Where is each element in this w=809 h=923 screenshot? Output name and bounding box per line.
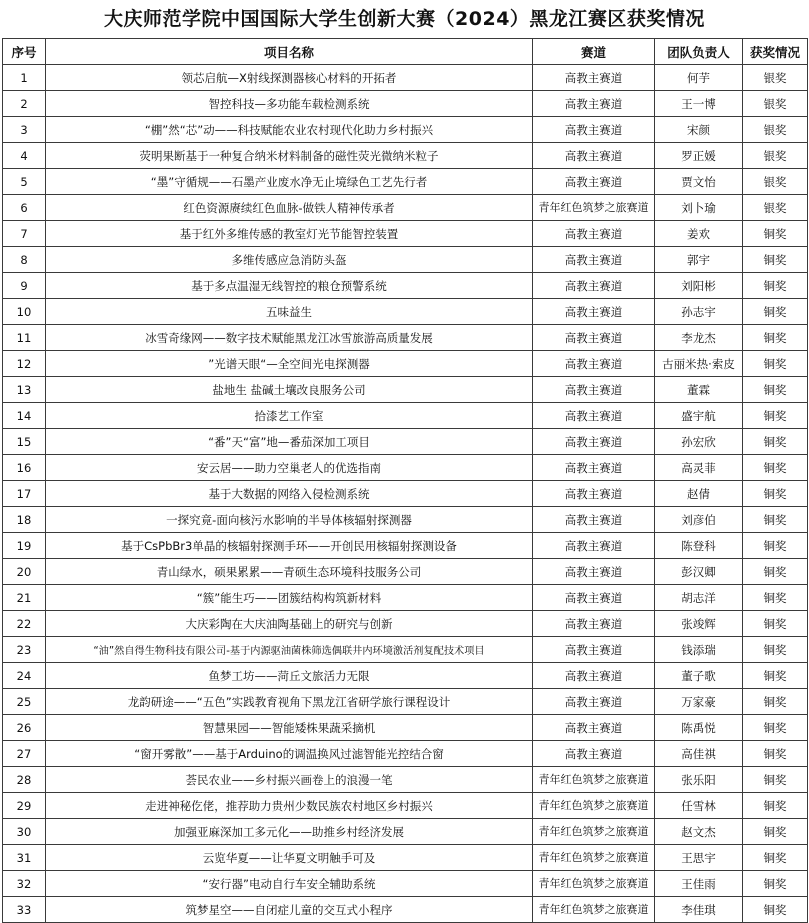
team-leader: 张乐阳 <box>655 767 743 793</box>
team-leader: 王佳雨 <box>655 871 743 897</box>
header-project-name: 项目名称 <box>46 39 533 65</box>
project-name: 基于红外多维传感的教室灯光节能智控装置 <box>46 221 533 247</box>
row-index: 24 <box>3 663 46 689</box>
award: 铜奖 <box>743 611 808 637</box>
row-index: 5 <box>3 169 46 195</box>
table-row <box>3 663 808 689</box>
track: 高教主赛道 <box>533 247 655 273</box>
row-index: 28 <box>3 767 46 793</box>
track: 青年红色筑梦之旅赛道 <box>533 845 655 871</box>
row-index: 19 <box>3 533 46 559</box>
row-index: 2 <box>3 91 46 117</box>
row-index: 30 <box>3 819 46 845</box>
track: 高教主赛道 <box>533 91 655 117</box>
team-leader: 孙志宇 <box>655 299 743 325</box>
header-index: 序号 <box>3 39 46 65</box>
project-name: 青山绿水，硕果累累——青硕生态环境科技服务公司 <box>46 559 533 585</box>
project-name: 荟民农业——乡村振兴画卷上的浪漫一笔 <box>46 767 533 793</box>
team-leader: 罗正媛 <box>655 143 743 169</box>
team-leader: 胡志洋 <box>655 585 743 611</box>
track: 高教主赛道 <box>533 403 655 429</box>
project-name: “油”然自得生物科技有限公司-基于内源驱油菌株筛选偶联井内环境激活剂复配技术项目 <box>46 637 533 663</box>
team-leader: 任雪林 <box>655 793 743 819</box>
row-index: 13 <box>3 377 46 403</box>
table-row <box>3 377 808 403</box>
team-leader: 李龙杰 <box>655 325 743 351</box>
team-leader: 高灵菲 <box>655 455 743 481</box>
table-row <box>3 819 808 845</box>
table-row <box>3 455 808 481</box>
table-row <box>3 637 808 663</box>
team-leader: 刘彦伯 <box>655 507 743 533</box>
team-leader: 彭汉卿 <box>655 559 743 585</box>
track: 高教主赛道 <box>533 611 655 637</box>
row-index: 22 <box>3 611 46 637</box>
award: 铜奖 <box>743 455 808 481</box>
award: 铜奖 <box>743 741 808 767</box>
project-name: 红色资源赓续红色血脉-做铁人精神传承者 <box>46 195 533 221</box>
row-index: 31 <box>3 845 46 871</box>
track: 高教主赛道 <box>533 507 655 533</box>
team-leader: 万家豪 <box>655 689 743 715</box>
team-leader: 王思宇 <box>655 845 743 871</box>
project-name: 鱼梦工坊——菏丘文旅活力无限 <box>46 663 533 689</box>
award: 银奖 <box>743 91 808 117</box>
table-header-row <box>3 39 808 65</box>
award: 铜奖 <box>743 715 808 741</box>
project-name: “窗开雾散”——基于Arduino的调温换风过滤智能光控结合窗 <box>46 741 533 767</box>
award: 银奖 <box>743 143 808 169</box>
track: 高教主赛道 <box>533 221 655 247</box>
track: 高教主赛道 <box>533 325 655 351</box>
team-leader: 贾文怡 <box>655 169 743 195</box>
project-name: 荧明果断基于一种复合纳米材料制备的磁性荧光微纳米粒子 <box>46 143 533 169</box>
row-index: 14 <box>3 403 46 429</box>
table-row <box>3 403 808 429</box>
project-name: “簇”能生巧——团簇结构构筑新材料 <box>46 585 533 611</box>
project-name: “墨”守循规——石墨产业废水净无止境绿色工艺先行者 <box>46 169 533 195</box>
row-index: 17 <box>3 481 46 507</box>
table-row <box>3 351 808 377</box>
track: 青年红色筑梦之旅赛道 <box>533 897 655 923</box>
project-name: ”光谱天眼“—全空间光电探测器 <box>46 351 533 377</box>
track: 高教主赛道 <box>533 169 655 195</box>
table-row <box>3 65 808 91</box>
project-name: 盐地生 盐碱土壤改良服务公司 <box>46 377 533 403</box>
team-leader: 王一博 <box>655 91 743 117</box>
table-row <box>3 273 808 299</box>
team-leader: 李佳琪 <box>655 897 743 923</box>
table-row <box>3 715 808 741</box>
project-name: “番”天“富”地—番茄深加工项目 <box>46 429 533 455</box>
track: 青年红色筑梦之旅赛道 <box>533 195 655 221</box>
award: 银奖 <box>743 65 808 91</box>
team-leader: 董霖 <box>655 377 743 403</box>
project-name: 基于多点温湿无线智控的粮仓预警系统 <box>46 273 533 299</box>
table-row <box>3 767 808 793</box>
row-index: 32 <box>3 871 46 897</box>
project-name: 智慧果园——智能矮株果蔬采摘机 <box>46 715 533 741</box>
table-body <box>3 65 808 923</box>
track: 高教主赛道 <box>533 533 655 559</box>
project-name: “棚”然“芯”动——科技赋能农业农村现代化助力乡村振兴 <box>46 117 533 143</box>
award: 铜奖 <box>743 247 808 273</box>
award: 铜奖 <box>743 299 808 325</box>
row-index: 10 <box>3 299 46 325</box>
award: 铜奖 <box>743 429 808 455</box>
team-leader: 宋颜 <box>655 117 743 143</box>
team-leader: 钱添瑞 <box>655 637 743 663</box>
team-leader: 陈登科 <box>655 533 743 559</box>
track: 高教主赛道 <box>533 299 655 325</box>
row-index: 15 <box>3 429 46 455</box>
project-name: 大庆彩陶在大庆油陶基础上的研究与创新 <box>46 611 533 637</box>
project-name: 安云居——助力空巢老人的优选指南 <box>46 455 533 481</box>
table-row <box>3 741 808 767</box>
track: 高教主赛道 <box>533 585 655 611</box>
table-row <box>3 871 808 897</box>
awards-table <box>2 38 808 923</box>
table-row <box>3 91 808 117</box>
row-index: 23 <box>3 637 46 663</box>
project-name: 云览华夏——让华夏文明触手可及 <box>46 845 533 871</box>
row-index: 8 <box>3 247 46 273</box>
team-leader: 孙宏欣 <box>655 429 743 455</box>
table-row <box>3 507 808 533</box>
award: 铜奖 <box>743 377 808 403</box>
team-leader: 郭宇 <box>655 247 743 273</box>
project-name: 领芯启航—X射线探测器核心材料的开拓者 <box>46 65 533 91</box>
track: 高教主赛道 <box>533 559 655 585</box>
document-title: 大庆师范学院中国国际大学生创新大赛（2024）黑龙江赛区获奖情况 <box>104 8 705 30</box>
table-row <box>3 169 808 195</box>
track: 高教主赛道 <box>533 481 655 507</box>
award: 铜奖 <box>743 689 808 715</box>
track: 青年红色筑梦之旅赛道 <box>533 871 655 897</box>
team-leader: 姜欢 <box>655 221 743 247</box>
row-index: 25 <box>3 689 46 715</box>
table-row <box>3 559 808 585</box>
team-leader: 刘阳彬 <box>655 273 743 299</box>
table-row <box>3 611 808 637</box>
team-leader: 盛宇航 <box>655 403 743 429</box>
track: 高教主赛道 <box>533 377 655 403</box>
row-index: 16 <box>3 455 46 481</box>
project-name: 冰雪奇缘网——数字技术赋能黑龙江冰雪旅游高质量发展 <box>46 325 533 351</box>
table-row <box>3 689 808 715</box>
team-leader: 刘卜瑜 <box>655 195 743 221</box>
project-name: 筑梦星空——自闭症儿童的交互式小程序 <box>46 897 533 923</box>
row-index: 29 <box>3 793 46 819</box>
row-index: 18 <box>3 507 46 533</box>
row-index: 9 <box>3 273 46 299</box>
award: 铜奖 <box>743 767 808 793</box>
table-row <box>3 845 808 871</box>
project-name: 加强亚麻深加工多元化——助推乡村经济发展 <box>46 819 533 845</box>
award: 铜奖 <box>743 403 808 429</box>
row-index: 20 <box>3 559 46 585</box>
table-row <box>3 897 808 923</box>
row-index: 27 <box>3 741 46 767</box>
award: 银奖 <box>743 117 808 143</box>
team-leader: 古丽米热·索皮 <box>655 351 743 377</box>
row-index: 11 <box>3 325 46 351</box>
table-row <box>3 533 808 559</box>
header-track: 赛道 <box>533 39 655 65</box>
table-row <box>3 221 808 247</box>
table-row <box>3 247 808 273</box>
award: 铜奖 <box>743 897 808 923</box>
table-row <box>3 429 808 455</box>
team-leader: 陈禹悦 <box>655 715 743 741</box>
team-leader: 赵倩 <box>655 481 743 507</box>
track: 青年红色筑梦之旅赛道 <box>533 793 655 819</box>
track: 高教主赛道 <box>533 273 655 299</box>
award: 铜奖 <box>743 325 808 351</box>
award: 铜奖 <box>743 585 808 611</box>
table-row <box>3 585 808 611</box>
award: 铜奖 <box>743 273 808 299</box>
track: 高教主赛道 <box>533 715 655 741</box>
project-name: 多维传感应急消防头盔 <box>46 247 533 273</box>
project-name: 一探究竟-面向核污水影响的半导体核辐射探测器 <box>46 507 533 533</box>
table-row <box>3 325 808 351</box>
award: 铜奖 <box>743 845 808 871</box>
project-name: 拾漆艺工作室 <box>46 403 533 429</box>
project-name: 基于大数据的网络入侵检测系统 <box>46 481 533 507</box>
table-row <box>3 299 808 325</box>
row-index: 7 <box>3 221 46 247</box>
award: 铜奖 <box>743 559 808 585</box>
row-index: 21 <box>3 585 46 611</box>
track: 青年红色筑梦之旅赛道 <box>533 767 655 793</box>
project-name: 智控科技—多功能车载检测系统 <box>46 91 533 117</box>
award: 银奖 <box>743 195 808 221</box>
row-index: 12 <box>3 351 46 377</box>
row-index: 4 <box>3 143 46 169</box>
award: 铜奖 <box>743 507 808 533</box>
team-leader: 赵文杰 <box>655 819 743 845</box>
project-name: “安行器”电动自行车安全辅助系统 <box>46 871 533 897</box>
award: 铜奖 <box>743 221 808 247</box>
team-leader: 高佳祺 <box>655 741 743 767</box>
award: 铜奖 <box>743 819 808 845</box>
track: 高教主赛道 <box>533 741 655 767</box>
row-index: 26 <box>3 715 46 741</box>
team-leader: 张竣辉 <box>655 611 743 637</box>
row-index: 6 <box>3 195 46 221</box>
award: 铜奖 <box>743 637 808 663</box>
track: 高教主赛道 <box>533 637 655 663</box>
track: 高教主赛道 <box>533 429 655 455</box>
project-name: 基于CsPbBr3单晶的核辐射探测手环——开创民用核辐射探测设备 <box>46 533 533 559</box>
award: 铜奖 <box>743 481 808 507</box>
team-leader: 何芋 <box>655 65 743 91</box>
table-row <box>3 195 808 221</box>
row-index: 33 <box>3 897 46 923</box>
award: 银奖 <box>743 169 808 195</box>
award: 铜奖 <box>743 871 808 897</box>
row-index: 3 <box>3 117 46 143</box>
header-award: 获奖情况 <box>743 39 808 65</box>
project-name: 五味益生 <box>46 299 533 325</box>
row-index: 1 <box>3 65 46 91</box>
table-row <box>3 481 808 507</box>
project-name: 龙韵研途——“五色”实践教育视角下黑龙江省研学旅行课程设计 <box>46 689 533 715</box>
track: 高教主赛道 <box>533 663 655 689</box>
track: 青年红色筑梦之旅赛道 <box>533 819 655 845</box>
table-row <box>3 143 808 169</box>
project-name: 走进神秘仡佬，推荐助力贵州少数民族农村地区乡村振兴 <box>46 793 533 819</box>
header-team-leader: 团队负责人 <box>655 39 743 65</box>
track: 高教主赛道 <box>533 143 655 169</box>
track: 高教主赛道 <box>533 689 655 715</box>
track: 高教主赛道 <box>533 117 655 143</box>
team-leader: 董子歌 <box>655 663 743 689</box>
table-row <box>3 117 808 143</box>
award: 铜奖 <box>743 533 808 559</box>
track: 高教主赛道 <box>533 455 655 481</box>
award: 铜奖 <box>743 793 808 819</box>
track: 高教主赛道 <box>533 65 655 91</box>
award: 铜奖 <box>743 663 808 689</box>
table-row <box>3 793 808 819</box>
track: 高教主赛道 <box>533 351 655 377</box>
award: 铜奖 <box>743 351 808 377</box>
